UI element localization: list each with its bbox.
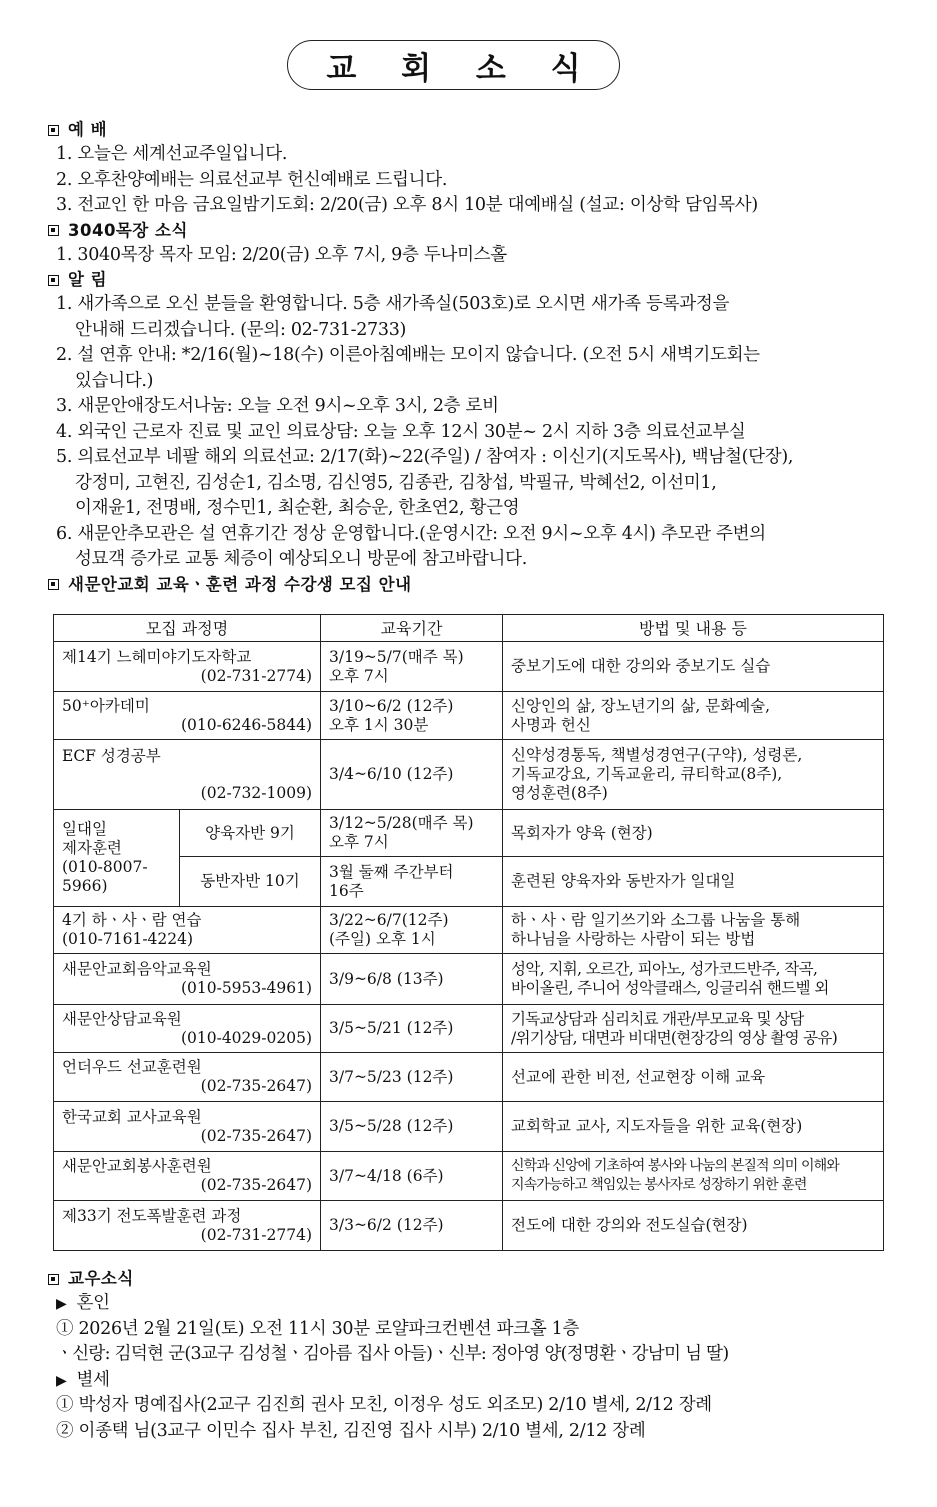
table-row (54, 1005, 884, 1053)
wedding-line: ㆍ신랑: 김덕현 군(3교구 김성철ㆍ김아름 집사 아들)ㆍ신부: 정아영 양(정명환ㆍ강남미 님 딸) (56, 1344, 729, 1364)
course-period: 3월 둘째 주간부터 16주 (321, 857, 503, 907)
course-content: 선교에 관한 비전, 선교현장 이해 교육 (503, 1053, 884, 1102)
table-row (54, 954, 884, 1005)
table-row (54, 642, 884, 692)
mokjang-heading-text: 3040목장 소식 (68, 220, 188, 240)
notice-line: 4. 외국인 근로자 진료 및 교인 의료상담: 오늘 오후 12시 30분~ 2시 지하 3층 의료선교부실 (56, 421, 746, 442)
page-title: 교 회 소 식 (326, 50, 598, 87)
notices-heading-text: 알 림 (68, 270, 108, 289)
course-name-cell (54, 907, 321, 954)
course-name: 새문안교회봉사훈련원 (62, 1157, 212, 1175)
column-header: 모집 과정명 (54, 615, 321, 642)
discipleship-sub: 동반자반 10기 (180, 857, 321, 907)
triangle-right-icon: ▶ (56, 1296, 67, 1312)
course-phone: (010-6246-5844) (180, 715, 312, 734)
course-name-cell (54, 642, 321, 692)
course-period: 3/5~5/28 (12주) (321, 1102, 503, 1152)
members-news (48, 1267, 898, 1444)
worship-heading (48, 118, 888, 142)
mokjang-heading (48, 219, 888, 243)
course-period: 3/5~5/21 (12주) (321, 1005, 503, 1053)
table-row (54, 740, 884, 810)
course-name-cell (54, 740, 321, 810)
wedding-heading-text: 혼인 (76, 1293, 110, 1313)
notice-line: 있습니다.) (75, 370, 154, 391)
course-name: 제14기 느헤미야기도자학교 (62, 647, 252, 666)
death-heading-text: 별세 (76, 1369, 110, 1390)
worship-item: 2. 오후찬양예배는 의료선교부 헌신예배로 드립니다. (56, 169, 448, 190)
course-content: 기독교상담과 심리치료 개관/부모교육 및 상담 /위기상담, 대면과 비대면(현장강의 영상 촬영 공유) (503, 1005, 884, 1053)
title-box (287, 40, 620, 90)
education-heading (48, 573, 888, 597)
table-row (54, 810, 884, 857)
course-name-cell (54, 1152, 321, 1201)
notice-line: 6. 새문안추모관은 설 연휴기간 정상 운영합니다.(운영시간: 오전 9시~오후 4시) 추모관 주변의 (56, 523, 766, 544)
course-content: 신앙인의 삶, 장노년기의 삶, 문화예술, 사명과 헌신 (503, 692, 884, 740)
members-heading-text: 교우소식 (68, 1269, 134, 1288)
course-period: 3/7~5/23 (12주) (321, 1053, 503, 1102)
course-period: 3/22~6/7(12주) (주일) 오후 1시 (321, 907, 503, 954)
notice-line: 이재윤1, 전명배, 정수민1, 최순환, 최승운, 한초연2, 황근영 (75, 498, 520, 518)
worship-item: 1. 오늘은 세계선교주일입니다. (56, 144, 288, 164)
course-phone: (010-4029-0205) (180, 1028, 312, 1047)
notice-line: 3. 새문안애장도서나눔: 오늘 오전 9시~오후 3시, 2층 로비 (56, 396, 499, 416)
discipleship-group: 일대일 제자훈련 (010-8007-5966) (54, 810, 180, 907)
worship-heading-text: 예 배 (68, 120, 108, 139)
mokjang-item: 1. 3040목장 목자 모임: 2/20(금) 오후 7시, 9층 두나미스홀 (56, 244, 507, 265)
course-period: 3/7~4/18 (6주) (321, 1152, 503, 1201)
column-header: 교육기간 (321, 615, 503, 642)
death-heading (48, 1368, 898, 1394)
course-content: 하ㆍ사ㆍ람 일기쓰기와 소그룹 나눔을 통해 하나님을 사랑하는 사람이 되는 방법 (503, 907, 884, 954)
course-content: 성악, 지휘, 오르간, 피아노, 성가코드반주, 작곡, 바이올린, 주니어 성악클래스, 잉글리쉬 핸드벨 외 (503, 954, 884, 1005)
course-phone: (010-7161-4224) (62, 930, 194, 948)
course-name: ECF 성경공부 (62, 746, 161, 765)
course-name: 새문안교회음악교육원 (62, 960, 212, 978)
notice-line: 성묘객 증가로 교통 체증이 예상되오니 방문에 참고바랍니다. (75, 549, 527, 569)
education-heading-text: 새문안교회 교육ㆍ훈련 과정 수강생 모집 안내 (68, 574, 412, 594)
course-phone: (02-735-2647) (200, 1126, 312, 1145)
table-row (54, 692, 884, 740)
members-heading (48, 1267, 898, 1291)
notices-heading (48, 268, 888, 292)
triangle-right-icon: ▶ (56, 1372, 67, 1389)
death-line: ① 박성자 명예집사(2교구 김진희 권사 모친, 이정우 성도 외조모) 2/10 별세, 2/12 장례 (56, 1395, 712, 1415)
square-bullet-icon (48, 1274, 59, 1285)
death-line: ② 이종택 님(3교구 이민수 집사 부친, 김진영 집사 시부) 2/10 별세, 2/12 장례 (56, 1420, 646, 1441)
notice-line: 안내해 드리겠습니다. (문의: 02-731-2733) (75, 319, 407, 340)
course-name-cell (54, 954, 321, 1005)
course-content: 중보기도에 대한 강의와 중보기도 실습 (503, 642, 884, 692)
course-name: 새문안상담교육원 (62, 1009, 182, 1028)
square-bullet-icon (48, 275, 59, 286)
course-phone: (02-731-2774) (200, 666, 312, 685)
course-name: 제33기 전도폭발훈련 과정 (62, 1206, 242, 1225)
course-name: 50⁺아카데미 (62, 696, 150, 715)
course-name: 언더우드 선교훈련원 (62, 1058, 202, 1076)
course-period: 3/9~6/8 (13주) (321, 954, 503, 1005)
square-bullet-icon (48, 125, 59, 136)
course-content: 신약성경통독, 책별성경연구(구약), 성령론, 기독교강요, 기독교윤리, 큐티학교(8주), 영성훈련(8주) (503, 740, 884, 810)
course-name: 4기 하ㆍ사ㆍ람 연습 (62, 911, 202, 929)
square-bullet-icon (48, 579, 59, 590)
course-period: 3/12~5/28(매주 목) 오후 7시 (321, 810, 503, 857)
education-table (53, 614, 884, 1251)
table-row (54, 1102, 884, 1152)
course-period: 3/19~5/7(매주 목) 오후 7시 (321, 642, 503, 692)
worship-item: 3. 전교인 한 마음 금요일밤기도회: 2/20(금) 오후 8시 10분 대예배실 (설교: 이상학 담임목사) (56, 195, 758, 215)
notice-line: 5. 의료선교부 네팔 해외 의료선교: 2/17(화)~22(주일) / 참여자 : 이신기(지도목사), 백남철(단장), (56, 447, 794, 467)
course-period: 3/3~6/2 (12주) (321, 1201, 503, 1251)
wedding-heading (48, 1291, 898, 1317)
course-content: 훈련된 양육자와 동반자가 일대일 (503, 857, 884, 907)
announcements (48, 118, 888, 597)
course-content: 교회학교 교사, 지도자들을 위한 교육(현장) (503, 1102, 884, 1152)
course-period: 3/4~6/10 (12주) (321, 740, 503, 810)
course-content: 전도에 대한 강의와 전도실습(현장) (503, 1201, 884, 1251)
course-phone: (02-735-2647) (200, 1077, 312, 1095)
discipleship-sub: 양육자반 9기 (180, 810, 321, 857)
table-row (54, 1201, 884, 1251)
square-bullet-icon (48, 225, 59, 236)
course-name-cell (54, 1201, 321, 1251)
course-phone: (02-731-2774) (200, 1225, 312, 1244)
course-phone: (010-5953-4961) (180, 979, 312, 997)
course-name-cell (54, 1053, 321, 1102)
course-name-cell (54, 692, 321, 740)
notice-line: 2. 설 연휴 안내: *2/16(월)~18(수) 이른아침예배는 모이지 않습니다. (오전 5시 새벽기도회는 (56, 345, 760, 365)
course-phone: (02-735-2647) (200, 1176, 312, 1194)
course-name: 한국교회 교사교육원 (62, 1107, 202, 1126)
table-header-row (54, 615, 884, 642)
course-name-cell (54, 1005, 321, 1053)
course-phone: (02-732-1009) (200, 783, 312, 802)
wedding-line: ① 2026년 2월 21일(토) 오전 11시 30분 로얄파크컨벤션 파크홀 1층 (56, 1318, 580, 1339)
notice-line: 강정미, 고현진, 김성순1, 김소명, 김신영5, 김종관, 김창섭, 박필규, 박혜선2, 이선미1, (75, 472, 717, 493)
table-row (54, 1152, 884, 1201)
course-content: 신학과 신앙에 기초하여 봉사와 나눔의 본질적 의미 이해와 지속가능하고 책임있는 봉사자로 성장하기 위한 훈련 (503, 1152, 884, 1201)
course-name-cell (54, 1102, 321, 1152)
course-content: 목회자가 양육 (현장) (503, 810, 884, 857)
notice-line: 1. 새가족으로 오신 분들을 환영합니다. 5층 새가족실(503호)로 오시면 새가족 등록과정을 (56, 294, 730, 314)
course-period: 3/10~6/2 (12주) 오후 1시 30분 (321, 692, 503, 740)
table-row (54, 1053, 884, 1102)
column-header: 방법 및 내용 등 (503, 615, 884, 642)
table-row (54, 907, 884, 954)
